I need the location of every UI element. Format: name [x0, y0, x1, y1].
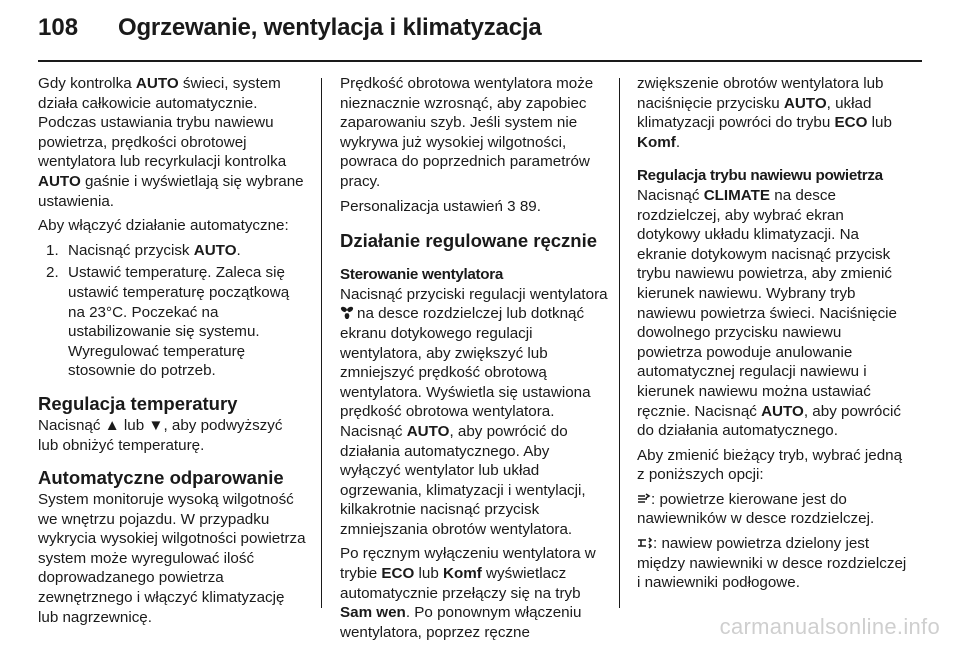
heading-fan-control: Sterowanie wentylatora	[340, 266, 504, 284]
fan-speed-paragraph: Prędkość obrotowa wentylatora może nieznacznie wzrosnąć, aby zapobiec zaparowaniu szyb. Jeśli system nie wykrywa już wysokiej wilgotności, powraca do poprzednich parametrów pracy.	[340, 75, 594, 190]
column-2	[340, 74, 608, 647]
watermark: carmanualsonline.info	[719, 614, 940, 639]
column-1	[38, 74, 306, 632]
defog-paragraph: System monitoruje wysoką wilgotność we wnętrzu pojazdu. W przypadku wykrycia wysokiej wilgotności powietrza system może wyregulować ilość doprowadzanego powietrza zewnętrznego i włączyć klimatyzację lub nagrzewnicę.	[38, 491, 306, 626]
list-item: 1. Nacisnąć przycisk AUTO.	[46, 241, 241, 259]
heading-auto-defog: Automatyczne odparowanie	[38, 467, 284, 489]
heading-temperature: Regulacja temperatury	[38, 392, 238, 414]
air-mode-paragraph: Nacisnąć CLIMATE na desce rozdzielczej, aby wybrać ekran dotykowy układu klimatyzacji. Na ekranie dotykowym nacisnąć przycisk trybu nawiewu powietrza, aby zmienić kierunek nawiewu. Wybrany tryb nawiewu powietrza świeci. Naciśnięcie dowolnego przycisku nawiewu powietrza powoduje anulowanie automatycznej regulacji nawiewu i kierunek nawiewu można ustawiać ręcznie. Nacisnąć AUTO, aby powrócić do działania automatycznego.	[637, 186, 901, 440]
page-header	[38, 14, 922, 42]
heading-manual: Działanie regulowane ręcznie	[340, 230, 598, 252]
change-mode-intro: Aby zmienić bieżący tryb, wybrać jedną z poniższych opcji:	[637, 446, 903, 484]
option-vent: : powietrze kierowane jest do nawiewników w desce rozdzielczej.	[637, 490, 875, 528]
personalization-ref: Personalizacja ustawień 3 89.	[340, 197, 541, 215]
fan-icon	[340, 306, 354, 319]
auto-paragraph: Gdy kontrolka AUTO świeci, system działa całkowicie automatycznie. Podczas ustawiania trybu nawiewu powietrza, prędkości obrotowej wentylatora lub recyrkulacji kontrolka AUTO gaśnie i wyświetlają się wybrane ustawienia.	[38, 75, 304, 210]
auto-steps-list	[38, 241, 306, 381]
heading-air-mode: Regulacja trybu nawiewu powietrza	[637, 167, 883, 185]
auto-enable-intro: Aby włączyć działanie automatyczne:	[38, 217, 289, 235]
fan-return-paragraph: zwiększenie obrotów wentylatora lub naciśnięcie przycisku AUTO, układ klimatyzacji powróci do trybu ECO lub Komf.	[637, 75, 892, 151]
page-title: Ogrzewanie, wentylacja i klimatyzacja	[118, 14, 542, 41]
column-divider	[619, 78, 620, 608]
column-divider	[321, 78, 322, 608]
temperature-paragraph: Nacisnąć ▲ lub ▼, aby podwyższyć lub obniżyć temperaturę.	[38, 416, 283, 454]
page-number: 108	[38, 14, 79, 41]
bi-level-mode-icon	[637, 537, 653, 549]
column-3	[637, 74, 909, 598]
option-bi-level: : nawiew powietrza dzielony jest między nawiewniki w desce rozdzielczej i nawiewniki podłogowe.	[637, 535, 907, 592]
fan-control-paragraph: Nacisnąć przyciski regulacji wentylatora na desce rozdzielczej lub dotknąć ekranu dotykowego regulacji wentylatora, aby zwiększyć lub zmniejszyć prędkość obrotową wentylatora. Wyświetla się ustawiona prędkość obrotowa wentylatora. Nacisnąć AUTO, aby powrócić do działania automatycznego. Aby wyłączyć wentylator lub układ ogrzewania, klimatyzacji i wentylacji, kilkakrotnie nacisnąć przycisk zmniejszania obrotów wentylatora.	[340, 285, 608, 538]
list-item: 2. Ustawić temperaturę. Zaleca się ustawić temperaturę początkową na 23°C. Poczekać na ustabilizowanie się systemu. Wyregulować temperaturę stosownie do potrzeb.	[46, 264, 290, 380]
vent-mode-icon	[637, 493, 651, 505]
header-rule	[38, 60, 922, 62]
fan-off-paragraph: Po ręcznym wyłączeniu wentylatora w trybie ECO lub Komf wyświetlacz automatycznie przełączy się na tryb Sam wen. Po ponownym włączeniu wentylatora, poprzez ręczne	[340, 545, 596, 641]
